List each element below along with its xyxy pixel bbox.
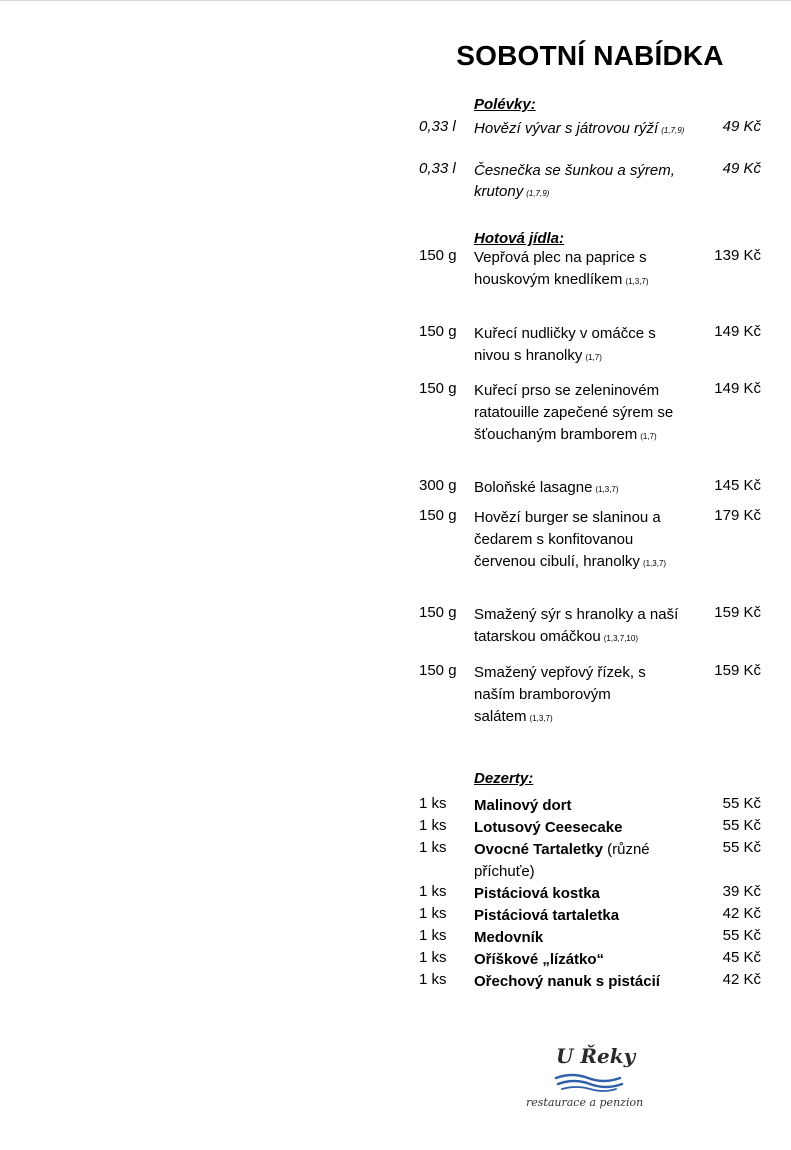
item-name: [474, 247, 664, 293]
item-name: Lotusový Ceesecake: [474, 819, 623, 836]
logo-subtitle: restaurace a penzion: [526, 1096, 644, 1109]
item-name: [474, 662, 664, 730]
item-quantity: 1 ks: [419, 795, 447, 812]
item-price: 159 Kč: [714, 662, 761, 679]
item-allergens: (1,3,7,10): [603, 634, 638, 643]
item-allergens: (1,3,7): [529, 714, 553, 723]
item-name: [474, 118, 702, 141]
item-name-text: Česnečka se šunkou a sýrem, krutony: [474, 162, 675, 200]
item-quantity: 150 g: [419, 323, 457, 340]
item-name: Pistáciová tartaletka: [474, 907, 620, 924]
item-allergens: (1,7): [640, 432, 657, 441]
item-name-text: Smažený sýr s hranolky a naší tatarskou omáčkou: [474, 606, 679, 645]
item-name: Malinový dort: [474, 797, 572, 814]
item-quantity: 1 ks: [419, 817, 447, 834]
item-price: 145 Kč: [714, 477, 761, 494]
item-allergens: (1,3,7): [642, 559, 667, 568]
item-price: 55 Kč: [722, 795, 761, 812]
item-name-text: Kuřecí nudličky v omáčce s nivou s hranolky: [474, 325, 656, 364]
section-heading-soups: Polévky:: [474, 96, 536, 113]
section-heading-mains: Hotová jídla:: [474, 230, 565, 247]
item-name: [474, 604, 699, 650]
item-quantity: 1 ks: [419, 949, 447, 966]
item-name: [474, 839, 689, 883]
item-quantity: 1 ks: [419, 839, 447, 856]
item-allergens: (1,3,7): [625, 277, 649, 286]
logo-script-text: U Řeky: [556, 1044, 636, 1068]
item-quantity: 150 g: [419, 247, 457, 264]
item-name-text: Kuřecí prso se zeleninovém ratatouille zapečené sýrem se šťouchaným bramborem: [474, 382, 674, 443]
item-price: 49 Kč: [722, 118, 761, 135]
item-note: (různé příchuťe): [474, 841, 650, 880]
item-price: 149 Kč: [714, 323, 761, 340]
section-heading-desserts: Dezerty:: [474, 770, 534, 787]
item-name-text: Hovězí vývar s játrovou rýží: [474, 120, 659, 137]
item-price: 159 Kč: [714, 604, 761, 621]
item-price: 42 Kč: [722, 905, 761, 922]
item-name-text: Hovězí burger se slaninou a čedarem s konfitovanou červenou cibulí, hranolky: [474, 509, 661, 570]
item-quantity: 1 ks: [419, 883, 447, 900]
item-name: Ořechový nanuk s pistácií: [474, 973, 660, 990]
item-name: [474, 477, 702, 501]
item-name-text: Smažený vepřový řízek, s naším bramborovým salátem: [474, 664, 646, 725]
item-quantity: 0,33 l: [419, 118, 456, 135]
item-quantity: 0,33 l: [419, 160, 456, 177]
item-quantity: 150 g: [419, 604, 457, 621]
item-name-text: Ovocné Tartaletky: [474, 841, 603, 858]
item-quantity: 1 ks: [419, 927, 447, 944]
item-price: 42 Kč: [722, 971, 761, 988]
item-name-text: Boloňské lasagne: [474, 479, 593, 496]
item-price: 45 Kč: [722, 949, 761, 966]
item-quantity: 1 ks: [419, 971, 447, 988]
item-name-text: Vepřová plec na paprice s houskovým knedlíkem: [474, 249, 647, 288]
item-price: 179 Kč: [714, 507, 761, 524]
item-name: [474, 323, 674, 369]
item-quantity: 1 ks: [419, 905, 447, 922]
item-allergens: (1,7,9): [661, 126, 685, 135]
item-name: Medovník: [474, 929, 544, 946]
item-quantity: 300 g: [419, 477, 457, 494]
top-divider: [0, 0, 791, 1]
item-allergens: (1,7): [585, 353, 602, 362]
item-price: 49 Kč: [722, 160, 761, 177]
item-price: 55 Kč: [722, 817, 761, 834]
item-price: 139 Kč: [714, 247, 761, 264]
item-allergens: (1,7,9): [526, 189, 550, 198]
item-name: Pistáciová kostka: [474, 885, 600, 902]
item-name: [474, 380, 679, 448]
item-price: 55 Kč: [722, 839, 761, 856]
waves-icon: [554, 1072, 624, 1092]
restaurant-logo: [520, 1040, 660, 1120]
item-allergens: (1,3,7): [595, 485, 619, 494]
item-quantity: 150 g: [419, 507, 457, 524]
item-quantity: 150 g: [419, 662, 457, 679]
item-quantity: 150 g: [419, 380, 457, 397]
item-price: 149 Kč: [714, 380, 761, 397]
item-price: 39 Kč: [722, 883, 761, 900]
item-name: [474, 160, 702, 204]
item-name: Oříškové „lízátko“: [474, 951, 605, 968]
item-price: 55 Kč: [722, 927, 761, 944]
page-title: SOBOTNÍ NABÍDKA: [456, 40, 724, 71]
item-name: [474, 507, 674, 575]
